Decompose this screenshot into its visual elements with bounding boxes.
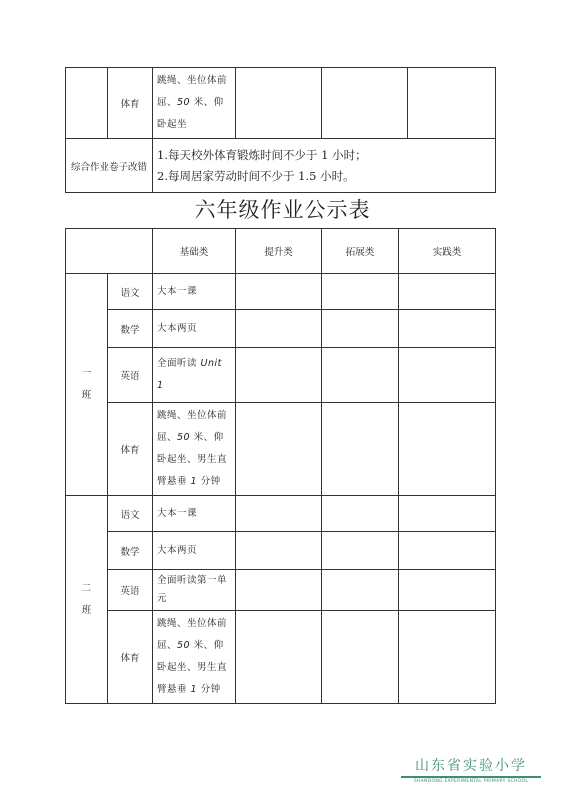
subject-cell: 体育	[108, 68, 153, 139]
empty-cell	[236, 403, 322, 496]
empty-cell	[322, 611, 399, 704]
summary-line: 1.每天校外体育锻炼时间不少于 1 小时；	[157, 147, 367, 162]
subject-cell: 体育	[108, 403, 153, 496]
table-row	[66, 274, 496, 310]
table-row	[66, 570, 496, 611]
school-logo	[401, 755, 541, 784]
empty-cell	[236, 310, 322, 348]
empty-cell	[399, 310, 496, 348]
subject-cell: 语文	[108, 496, 153, 532]
class-label-cell	[66, 496, 108, 704]
task-unit-number: 1	[157, 380, 164, 391]
task-cell	[153, 611, 236, 704]
task-line: 跳绳、坐位体前	[157, 75, 228, 86]
task-number: 50	[177, 640, 191, 651]
task-cell: 大本一课	[153, 274, 236, 310]
empty-cell	[236, 274, 322, 310]
empty-cell	[322, 274, 399, 310]
empty-cell	[322, 348, 399, 403]
table-row	[66, 532, 496, 570]
summary-notes-cell	[153, 139, 496, 193]
task-line: 屈、	[157, 432, 178, 443]
empty-cell	[399, 403, 496, 496]
task-cell	[153, 570, 236, 611]
sixth-grade-homework-table	[65, 228, 496, 704]
empty-cell	[322, 68, 408, 139]
empty-header-cell	[66, 229, 153, 274]
header-improve: 提升类	[236, 229, 322, 274]
empty-cell	[236, 68, 322, 139]
task-cell: 大本两页	[153, 532, 236, 570]
empty-cell	[236, 570, 322, 611]
empty-cell	[322, 403, 399, 496]
empty-cell	[399, 348, 496, 403]
empty-cell	[399, 274, 496, 310]
page-title: 六年级作业公示表	[194, 198, 371, 222]
subject-cell: 语文	[108, 274, 153, 310]
summary-line: 2.每周居家劳动时间不少于 1.5 小时。	[157, 168, 355, 183]
task-number: 50	[177, 432, 191, 443]
empty-cell	[236, 532, 322, 570]
table-row	[66, 403, 496, 496]
task-cell	[153, 348, 236, 403]
empty-cell	[399, 532, 496, 570]
task-line: 米、仰	[190, 432, 224, 443]
task-text: 全面听读	[157, 358, 201, 369]
empty-cell	[236, 496, 322, 532]
task-number: 1	[190, 684, 198, 695]
continued-homework-table	[65, 67, 496, 193]
task-line: 臂悬垂	[157, 684, 191, 695]
task-number: 1	[190, 476, 198, 487]
task-cell	[153, 68, 236, 139]
task-line: 米、仰	[190, 97, 224, 108]
header-row	[66, 229, 496, 274]
summary-label-cell: 综合作业卷子改错	[66, 139, 153, 193]
task-line: 分钟	[197, 476, 221, 487]
subject-cell: 数学	[108, 532, 153, 570]
empty-cell	[66, 68, 108, 139]
task-line: 卧起坐、男生直	[157, 454, 228, 465]
task-unit: Unit	[200, 358, 222, 369]
header-basic: 基础类	[153, 229, 236, 274]
subject-cell: 英语	[108, 570, 153, 611]
class-label-cell	[66, 274, 108, 496]
table-row	[66, 310, 496, 348]
table-row	[66, 496, 496, 532]
class-label-bottom: 班	[81, 389, 92, 401]
school-name-en: SHANDONG EXPERIMENTAL PRIMARY SCHOOL	[413, 779, 529, 784]
subject-cell: 体育	[108, 611, 153, 704]
empty-cell	[322, 570, 399, 611]
task-line: 跳绳、坐位体前	[157, 618, 228, 629]
task-text: 元	[157, 593, 168, 604]
task-cell	[153, 403, 236, 496]
table-row	[66, 139, 496, 193]
table-row	[66, 68, 496, 139]
empty-cell	[322, 496, 399, 532]
task-line: 屈、	[157, 640, 178, 651]
task-line: 跳绳、坐位体前	[157, 410, 228, 421]
task-line: 卧起坐、男生直	[157, 662, 228, 673]
empty-cell	[236, 611, 322, 704]
task-text: 全面听读第一单	[157, 575, 228, 586]
class-label-bottom: 班	[81, 604, 92, 616]
header-practice: 实践类	[399, 229, 496, 274]
task-number: 50	[177, 97, 191, 108]
subject-cell: 英语	[108, 348, 153, 403]
task-line: 臂悬垂	[157, 476, 191, 487]
task-line: 米、仰	[190, 640, 224, 651]
school-name-cn: 山东省实验小学	[415, 758, 527, 774]
task-cell: 大本两页	[153, 310, 236, 348]
header-extend: 拓展类	[322, 229, 399, 274]
class-label-top: 二	[81, 582, 92, 594]
task-line: 屈、	[157, 97, 178, 108]
empty-cell	[322, 310, 399, 348]
table-row	[66, 348, 496, 403]
empty-cell	[408, 68, 496, 139]
logo-bar	[401, 776, 541, 778]
task-cell: 大本一课	[153, 496, 236, 532]
table-row	[66, 611, 496, 704]
empty-cell	[399, 570, 496, 611]
empty-cell	[322, 532, 399, 570]
empty-cell	[399, 611, 496, 704]
empty-cell	[236, 348, 322, 403]
task-line: 分钟	[197, 684, 221, 695]
class-label-top: 一	[81, 367, 92, 379]
subject-cell: 数学	[108, 310, 153, 348]
empty-cell	[399, 496, 496, 532]
task-line: 卧起坐	[157, 119, 188, 130]
